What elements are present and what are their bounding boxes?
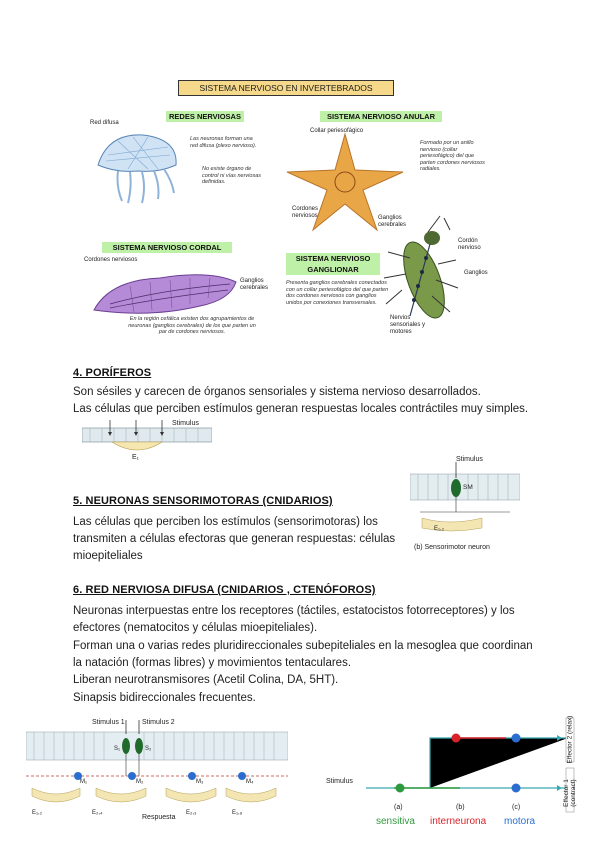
nerve-net-s2: S₂ [145,746,152,752]
tag-ganglionar: SISTEMA NERVIOSO GANGLIONAR [286,253,380,275]
nerve-net-m1: M₁ [80,779,88,785]
label-nervios: Nervios sensoriales y motores [390,315,426,335]
red-difusa-p6: Sinapsis bidireccionales frecuentes. [73,692,256,704]
heading-poriferos: 4. PORÍFEROS [73,367,152,379]
cordal-desc: En la región cefálica existen dos agrupamientos de neuronas (ganglios cerebrales) de los que parten un par de cordones nerviosos. [128,316,256,335]
sensorimotor-stimulus-label: Stimulus [456,456,483,463]
nerve-net-m4: M₄ [246,779,254,785]
label-collar: Collar periesofágico [310,128,364,134]
reflex-interneurona: interneurona [430,816,487,827]
nerve-net-m2: M₂ [136,779,144,785]
heading-neuronas-sensorimotoras: 5. NEURONAS SENSORIMOTORAS (CNIDARIOS) [73,495,333,507]
nerve-net-e18: E₁,₈ [232,810,243,816]
poriferos-p2: Las células que perciben estímulos generan respuestas locales contráctiles muy simples. [73,403,529,415]
poriferos-p1: Son sésiles y carecen de órganos sensoriales y sistema nervioso desarrollados. [73,386,481,398]
sensorimotoras-p3: mioepiteliales [73,550,143,562]
reflex-pathway-diagram [320,712,600,832]
poriferos-stimulus-label: Stimulus [172,420,199,427]
jellyfish-illustration [88,125,188,205]
red-difusa-p1: Neuronas interpuestas entre los receptores (táctiles, estatocistos fotorreceptores) y los [73,605,515,617]
flatworm-illustration [90,260,240,320]
nerve-net-stimulus2: Stimulus 2 [142,719,175,726]
nerve-net-e12: E₁,₂ [32,810,43,816]
sensorimotoras-p2: transmiten a células efectoras que generan respuestas: células [73,533,396,545]
reflex-effector2: Effector 2 (relax) [566,715,574,764]
label-cordones-anular: Cordones nerviosos [292,206,319,219]
label-cordon-nervioso: Cordón nervioso [458,238,481,251]
reflex-sensitiva: sensitiva [376,816,415,827]
anular-desc: Formado por un anillo nervioso (collar periesofágico) del que parten cordones nerviosos radiales. [420,140,485,172]
invertebrate-nervous-systems-figure [80,70,520,348]
nerve-net-stimulus1: Stimulus 1 [92,719,125,726]
sensorimotor-e-label: E₁,₂ [434,526,445,532]
redes-desc-1: Las neuronas forman una red difusa (plexo nervioso). [190,136,257,149]
sensorimotor-sm-label: SM [463,484,473,491]
redes-desc-2: No existe órgano de control ni vías nerviosas definidas. [202,166,261,185]
nerve-net-e24: E₂,₄ [92,810,103,816]
tag-anular: SISTEMA NERVIOSO ANULAR [320,111,442,122]
poriferos-e1-label: E₁ [132,454,140,461]
label-ganglios-cerebrales: Ganglios cerebrales [378,215,407,228]
heading-red-nerviosa-difusa: 6. RED NERVIOSA DIFUSA (CNIDARIOS , CTENÓFOROS) [73,584,376,596]
red-difusa-p3: Forman una o varias redes pluridireccionales subepiteliales en la mesoglea que coordinan [73,640,533,652]
label-cordones-cordal: Cordones nerviosos [84,257,138,263]
reflex-stimulus: Stimulus [326,778,353,785]
nerve-net-diagram [26,716,288,822]
sensorimotor-caption: (b) Sensorimotor neuron [414,544,490,551]
reflex-pathway-figure [320,712,600,832]
label-red-difusa: Red difusa [90,120,119,126]
red-difusa-p4: la natación (formas libres) y movimientos tentaculares. [73,657,352,669]
ganglionar-desc: Presenta ganglios cerebrales conectados con un collar periesofágico del que parten dos cordones nerviosos con ganglios unidos por conexiones transversales. [286,280,389,306]
sensorimotor-figure [410,456,520,556]
figure-title: SISTEMA NERVIOSO EN INVERTEBRADOS [178,80,394,96]
nerve-net-s1: S₁ [114,746,121,752]
nerve-net-respuesta: Respuesta [142,814,176,821]
nerve-net-m3: M₃ [196,779,204,785]
label-ganglios: Ganglios [464,270,488,276]
tag-cordal: SISTEMA NERVIOSO CORDAL [102,242,232,253]
tag-redes: REDES NERVIOSAS [166,111,244,122]
red-difusa-p5: Liberan neurotransmisores (Acetil Colina, DA, 5HT). [73,674,339,686]
sensorimotoras-p1: Las células que perciben los estímulos (sensorimotoras) los [73,516,378,528]
nerve-net-e23: E₂,₃ [186,810,197,816]
reflex-effector1: Effector 1 (contract) [563,779,577,807]
label-ganglios-cordal: Ganglios cerebrales [240,278,269,291]
poriferos-figure [82,418,212,462]
reflex-label-c: (c) [512,804,521,811]
reflex-label-a: (a) [394,804,403,811]
sensorimotor-diagram [410,456,520,540]
red-difusa-p2: efectores (nematocitos y células mioepiteliales). [73,622,318,634]
reflex-label-b: (b) [456,804,465,811]
nerve-net-figure [26,716,288,822]
reflex-motora: motora [504,816,536,827]
insect-illustration [380,208,460,338]
